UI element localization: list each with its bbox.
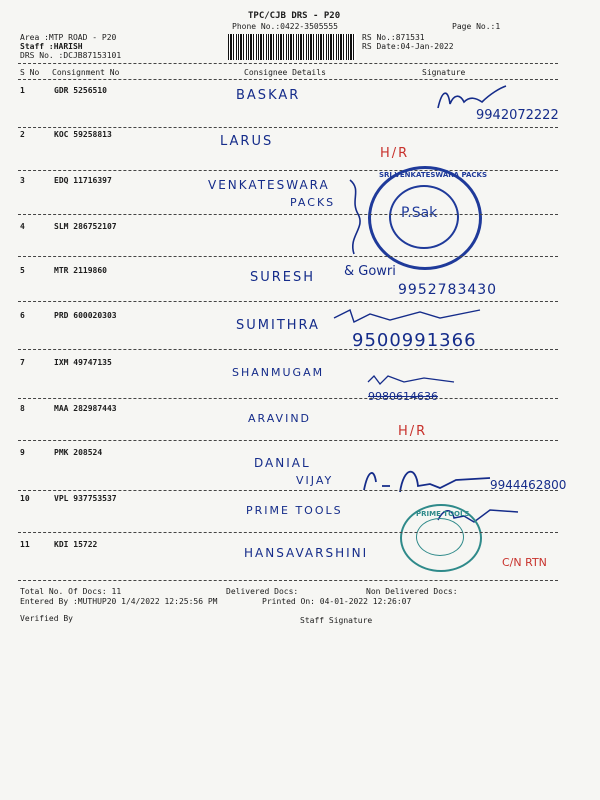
entered-by: Entered By :MUTHUP20 1/4/2022 12:25:56 PM — [20, 597, 218, 606]
row-consignee: SURESH — [250, 270, 316, 285]
row-phone-handwritten: 9944462800 — [490, 478, 567, 492]
row-consignee: LARUS — [220, 134, 274, 149]
col-header-signature: Signature — [422, 68, 466, 77]
row-divider — [18, 398, 558, 399]
row-phone-handwritten: 9500991366 — [352, 330, 477, 351]
row-consignee: SUMITHRA — [236, 318, 320, 333]
table-bottom-divider — [18, 580, 558, 581]
row-consignment: EDQ 11716397 — [54, 176, 112, 185]
row-consignment: KOC 59258813 — [54, 130, 112, 139]
row-sno: 6 — [20, 311, 25, 320]
row-sno: 7 — [20, 358, 25, 367]
staff-label: Staff :HARISH — [20, 42, 83, 51]
row-consignee: DANIAL — [254, 456, 311, 470]
row-sno: 8 — [20, 404, 25, 413]
row-consignee: BASKAR — [236, 88, 301, 103]
row-phone-handwritten: 9980614636 — [368, 390, 438, 403]
signature-1 — [430, 80, 510, 120]
row-sno: 9 — [20, 448, 25, 457]
col-header-sno: S No — [20, 68, 40, 77]
row-consignee: PRIME TOOLS — [246, 504, 343, 517]
row-divider — [18, 440, 558, 441]
row-consignment: MAA 282987443 — [54, 404, 117, 413]
row-consignment: IXM 49747135 — [54, 358, 112, 367]
stamp-signature: P.Sak — [401, 205, 438, 221]
stamp-inner-ring — [416, 518, 464, 556]
row-consignee: HANSAVARSHINI — [244, 546, 369, 560]
row-sno: 3 — [20, 176, 25, 185]
row-sno: 11 — [20, 540, 30, 549]
row-divider — [18, 301, 558, 302]
row-remark-red: C/N RTN — [502, 556, 547, 569]
drs-number: DRS No. :DCJB87153101 — [20, 51, 122, 60]
row-sno: 1 — [20, 86, 25, 95]
total-docs: Total No. Of Docs: 11 — [20, 587, 122, 596]
row-consignee-line2: VIJAY — [296, 474, 334, 487]
rs-number: RS No.:871531 — [362, 33, 425, 42]
printed-on: Printed On: 04-01-2022 12:26:07 — [262, 597, 412, 606]
row-divider — [18, 532, 558, 533]
stamp-text: PRIME TOOLS — [416, 510, 470, 518]
company-stamp — [400, 504, 482, 572]
phone-number: Phone No.:0422-3505555 — [232, 22, 338, 31]
row-divider — [18, 490, 558, 491]
verified-by: Verified By — [20, 614, 73, 623]
sheet-title: TPC/CJB DRS - P20 — [248, 11, 341, 21]
row-sno: 2 — [20, 130, 25, 139]
company-stamp — [368, 166, 488, 270]
row-divider — [18, 349, 558, 350]
row-consignee: ARAVIND — [248, 412, 312, 425]
row-divider — [18, 256, 558, 257]
signature-7 — [364, 372, 464, 388]
row-signature-text: & Gowri — [344, 264, 396, 279]
col-header-consignee: Consignee Details — [244, 68, 326, 77]
row-consignment: MTR 2119860 — [54, 266, 107, 275]
row-consignee: SHANMUGAM — [232, 366, 325, 379]
barcode — [228, 34, 356, 60]
page-number: Page No.:1 — [452, 22, 501, 31]
staff-signature: Staff Signature — [300, 616, 373, 625]
header-divider — [18, 63, 558, 64]
row-consignment: KDI 15722 — [54, 540, 98, 549]
rs-date: RS Date:04-Jan-2022 — [362, 42, 454, 51]
row-sno: 5 — [20, 266, 25, 275]
row-consignment: PRD 600020303 — [54, 311, 117, 320]
stamp-text: SRI VENKATESWARA PACKS — [379, 171, 488, 179]
row-divider — [18, 214, 558, 215]
signature-6 — [330, 306, 500, 326]
row-consignment: SLM 286752107 — [54, 222, 117, 231]
row-remark-red: H/R — [380, 146, 410, 161]
row-divider — [18, 127, 558, 128]
row-consignment: GDR 5256510 — [54, 86, 107, 95]
area-label: Area :MTP ROAD - P20 — [20, 33, 117, 42]
col-header-consignment: Consignment No — [52, 68, 120, 77]
delivered-docs: Delivered Docs: — [226, 587, 299, 596]
row-phone-handwritten: 9942072222 — [476, 108, 559, 123]
row-phone-handwritten: 9952783430 — [398, 282, 498, 298]
non-delivered-docs: Non Delivered Docs: — [366, 587, 458, 596]
row-sno: 4 — [20, 222, 25, 231]
row-consignment: VPL 937753537 — [54, 494, 117, 503]
row-sno: 10 — [20, 494, 30, 503]
row-consignment: PMK 208524 — [54, 448, 103, 457]
row-remark-red: H/R — [398, 424, 428, 439]
row-consignee: VENKATESWARA — [208, 178, 330, 192]
row-consignee-line2: PACKS — [290, 196, 336, 209]
